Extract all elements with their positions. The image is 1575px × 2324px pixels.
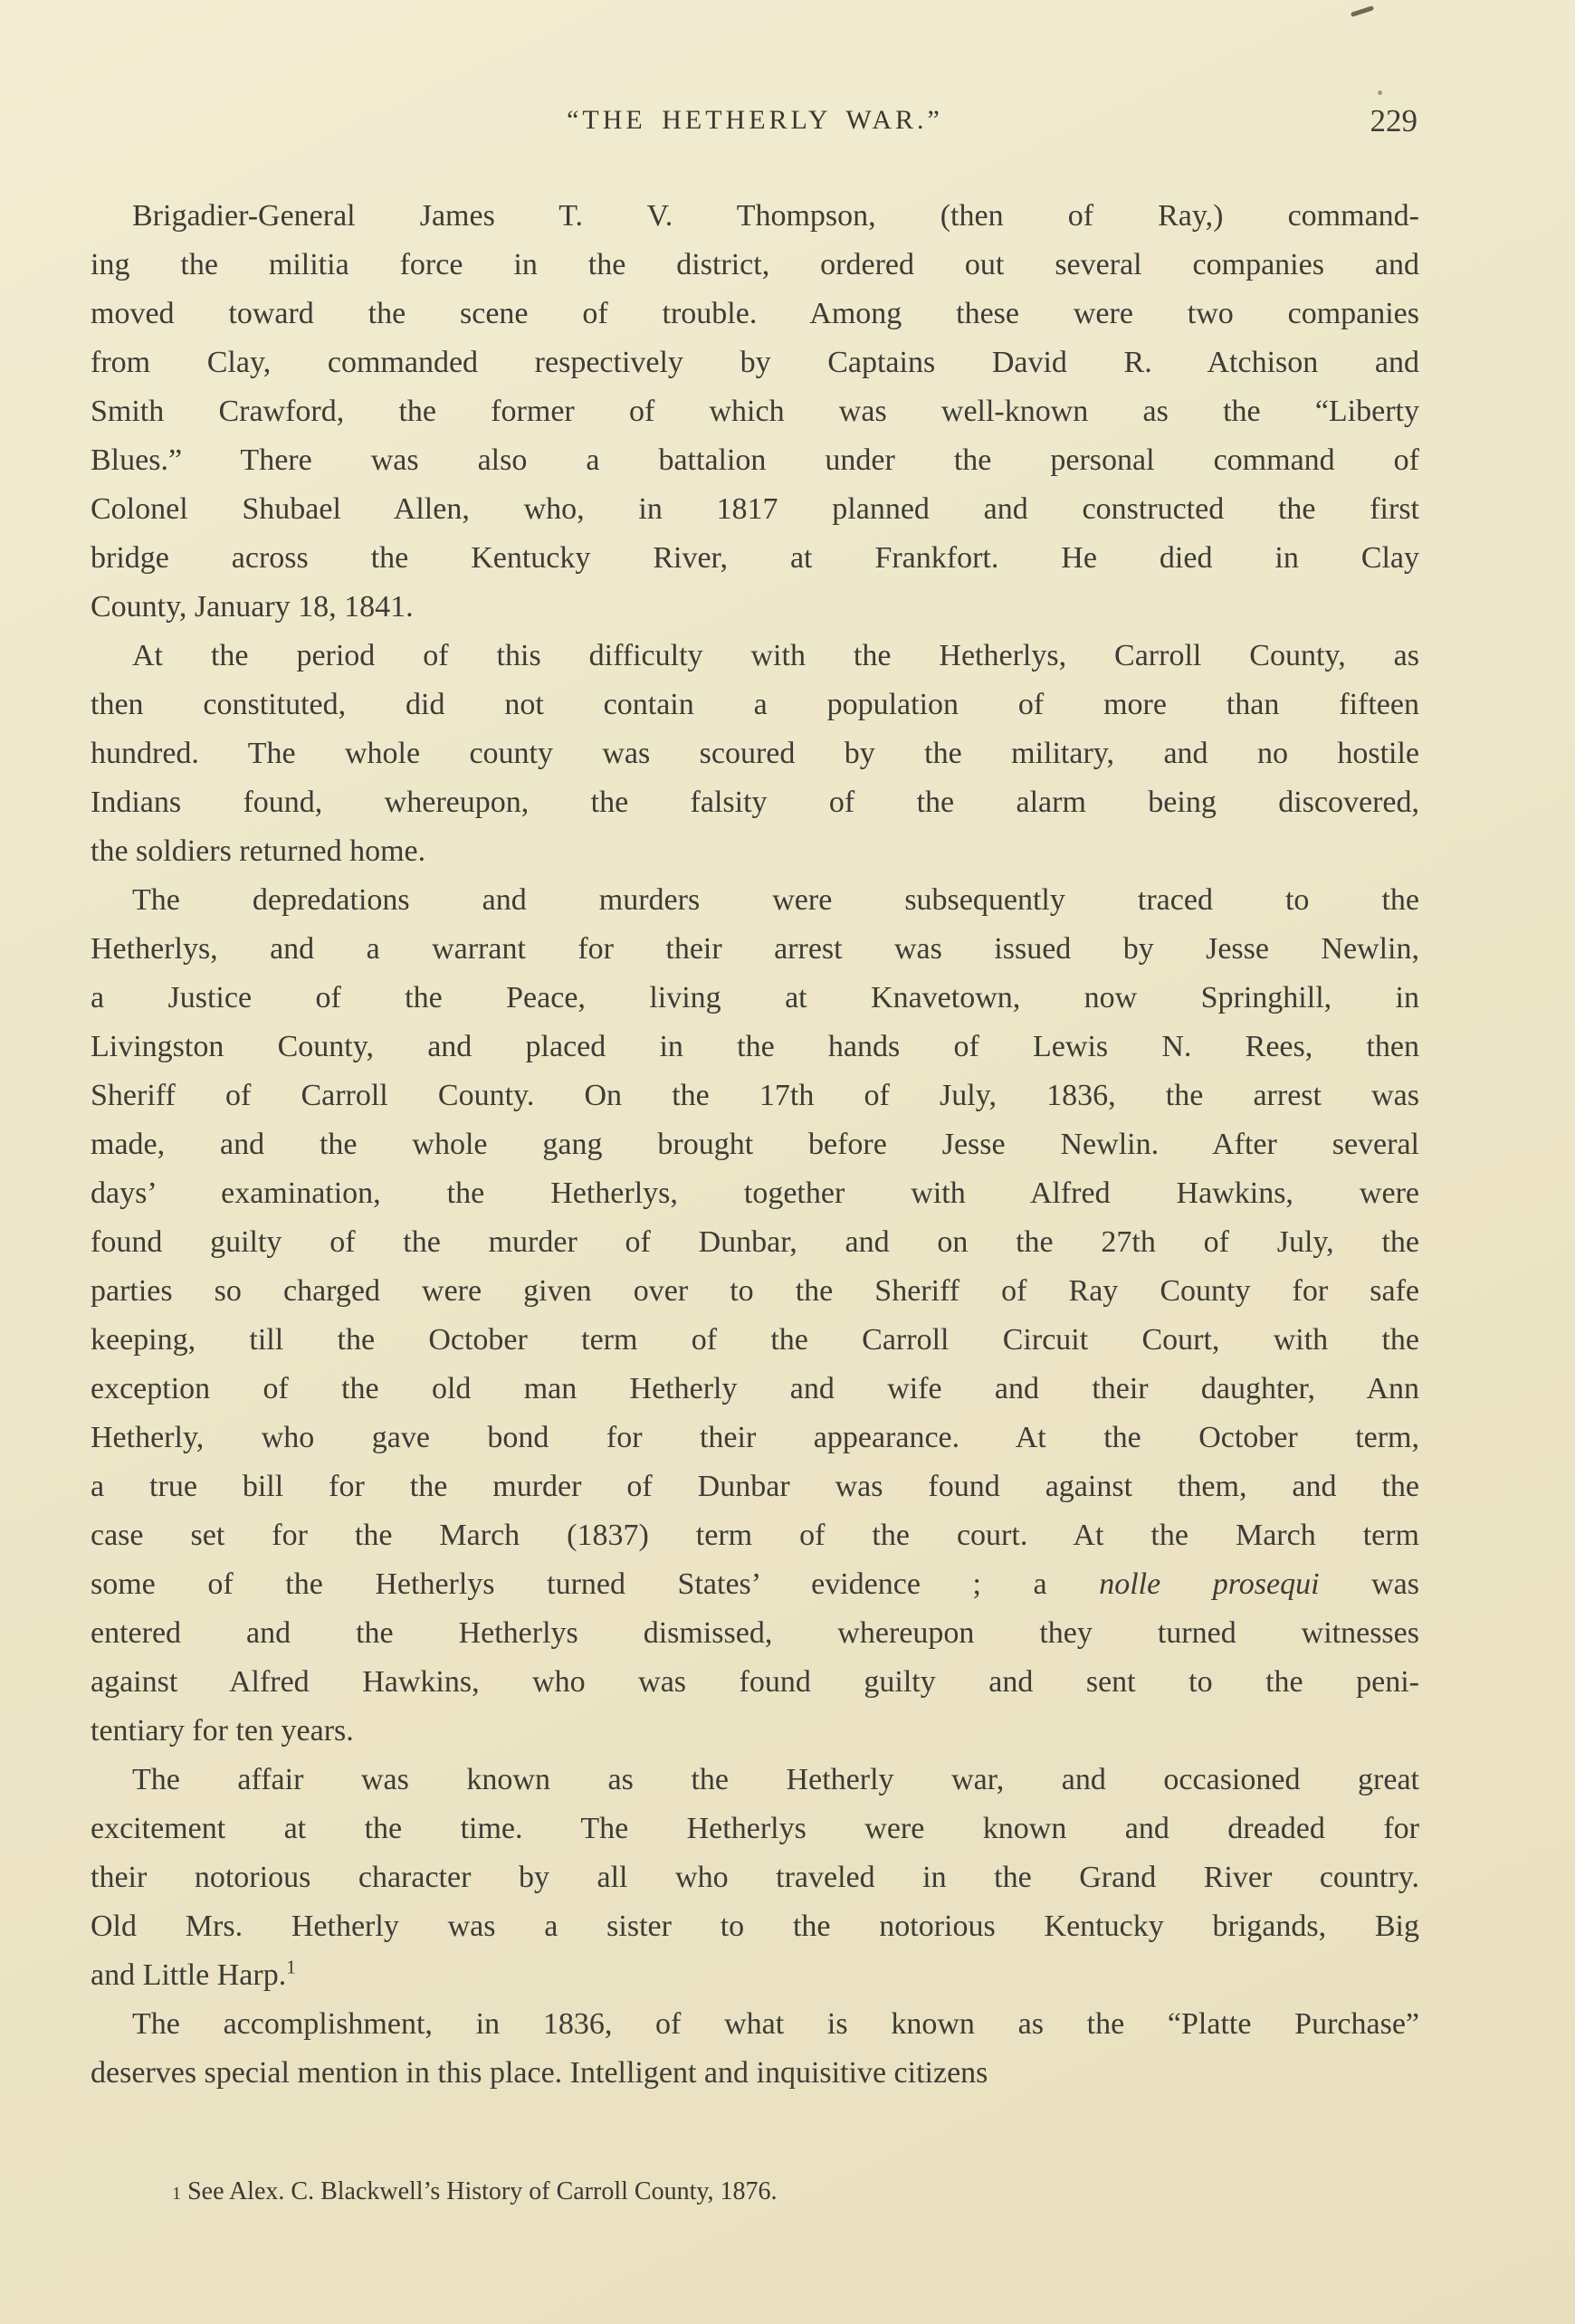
text-line: deserves special mention in this place. Intelligent and inquisitive citizens	[91, 2056, 988, 2090]
page-number: 229	[1370, 103, 1418, 138]
text-line: Smith Crawford, the former of which was well-known as the “Liberty	[91, 395, 1419, 428]
text-line: The depredations and murders were subsequently traced to the	[132, 883, 1419, 917]
footnote-marker: 1	[172, 2184, 182, 2204]
text-line: and Little Harp.$^1$	[91, 1956, 296, 1992]
text-line: Hetherly, who gave bond for their appearance. At the October term,	[91, 1421, 1419, 1454]
text-line: against Alfred Hawkins, who was found guilty and sent to the peni-	[91, 1665, 1419, 1699]
text-line: Sheriff of Carroll County. On the 17th of July, 1836, the arrest was	[91, 1079, 1419, 1112]
text-line: Indians found, whereupon, the falsity of the alarm being discovered,	[91, 786, 1419, 819]
text-line: some of the Hetherlys turned States’ evidence ; a nolle prosequi was	[91, 1567, 1419, 1601]
text-line: Livingston County, and placed in the hands of Lewis N. Rees, then	[91, 1030, 1419, 1063]
text-line: tentiary for ten years.	[91, 1714, 354, 1748]
text-line: bridge across the Kentucky River, at Frankfort. He died in Clay	[91, 541, 1419, 575]
text-line: their notorious character by all who traveled in the Grand River country.	[91, 1861, 1419, 1894]
running-title: “THE HETHERLY WAR.”	[567, 105, 943, 135]
text-line: case set for the March (1837) term of the court. At the March term	[91, 1519, 1419, 1552]
footnote	[172, 2177, 1394, 2206]
text-line: County, January 18, 1841.	[91, 590, 414, 624]
text-line: The affair was known as the Hetherly war, and occasioned great	[132, 1763, 1419, 1796]
text-line: At the period of this difficulty with the Hetherlys, Carroll County, as	[132, 639, 1419, 672]
footnote-reference: 1	[286, 1956, 296, 1978]
italic-phrase: nolle prosequi	[1099, 1567, 1320, 1601]
text-line: found guilty of the murder of Dunbar, and on the 27th of July, the	[91, 1225, 1419, 1259]
text-line: parties so charged were given over to the Sheriff of Ray County for safe	[91, 1274, 1419, 1308]
paragraph	[91, 192, 1419, 632]
text-line: The accomplishment, in 1836, of what is known as the “Platte Purchase”	[132, 2007, 1419, 2041]
text-line: exception of the old man Hetherly and wife and their daughter, Ann	[91, 1372, 1419, 1405]
text-line: entered and the Hetherlys dismissed, whereupon they turned witnesses	[91, 1616, 1419, 1650]
text-line: excitement at the time. The Hetherlys were known and dreaded for	[91, 1812, 1419, 1845]
page-header	[91, 105, 1419, 150]
text-line: a true bill for the murder of Dunbar was found against them, and the	[91, 1470, 1419, 1503]
dot-mark	[1378, 90, 1382, 95]
text-line: moved toward the scene of trouble. Among these were two companies	[91, 297, 1419, 330]
text-line: from Clay, commanded respectively by Captains David R. Atchison and	[91, 346, 1419, 379]
text-line: days’ examination, the Hetherlys, together with Alfred Hawkins, were	[91, 1176, 1419, 1210]
text-line: hundred. The whole county was scoured by the military, and no hostile	[91, 737, 1419, 770]
text-line: the soldiers returned home.	[91, 834, 426, 868]
page-body	[91, 192, 1419, 2098]
ink-mark	[1351, 5, 1374, 17]
text-line: ing the militia force in the district, ordered out several companies and	[91, 248, 1419, 281]
text-line: Hetherlys, and a warrant for their arrest was issued by Jesse Newlin,	[91, 932, 1419, 966]
text-line: then constituted, did not contain a population of more than fifteen	[91, 688, 1419, 721]
text-line: keeping, till the October term of the Carroll Circuit Court, with the	[91, 1323, 1419, 1357]
paragraph	[91, 876, 1419, 1756]
paragraph	[91, 632, 1419, 876]
text-line: Brigadier-General James T. V. Thompson, (then of Ray,) command-	[132, 199, 1419, 233]
text-line: a Justice of the Peace, living at Knavetown, now Springhill, in	[91, 981, 1419, 1014]
paragraph	[91, 2000, 1419, 2098]
text-line: made, and the whole gang brought before Jesse Newlin. After several	[91, 1128, 1419, 1161]
text-line: Colonel Shubael Allen, who, in 1817 planned and constructed the first	[91, 492, 1419, 526]
paragraph	[91, 1756, 1419, 2000]
text-line: Old Mrs. Hetherly was a sister to the notorious Kentucky brigands, Big	[91, 1910, 1419, 1943]
text-line: Blues.” There was also a battalion under the personal command of	[91, 443, 1419, 477]
footnote-text: See Alex. C. Blackwell’s History of Carroll County, 1876.	[187, 2177, 778, 2205]
